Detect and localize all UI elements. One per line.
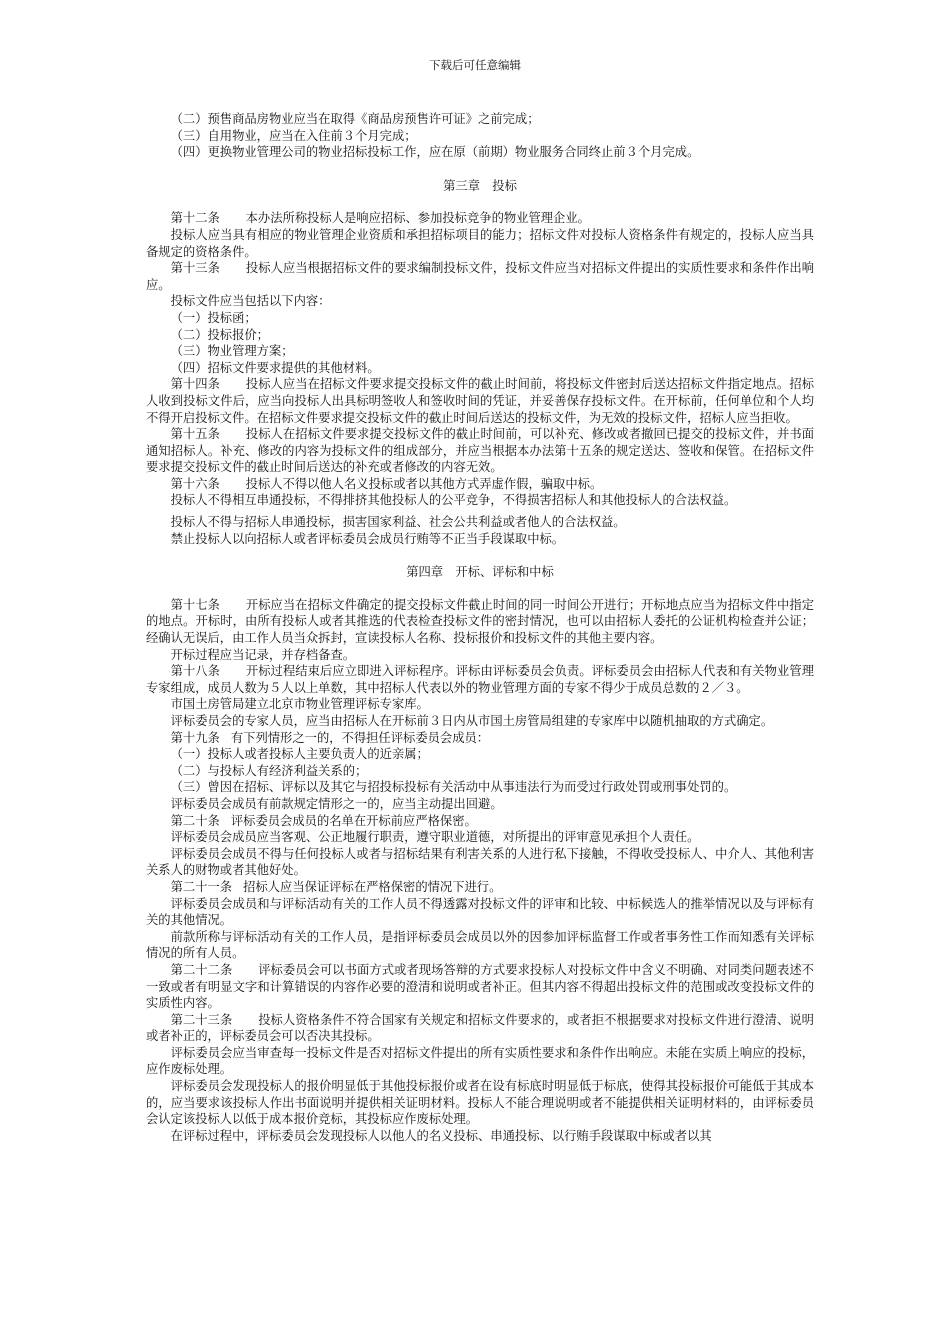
paragraph-text: 本办法所称投标人是响应招标、参加投标竞争的物业管理企业。 (245, 211, 590, 226)
paragraph (146, 796, 814, 813)
paragraph (146, 1078, 814, 1128)
article-paragraph (146, 426, 814, 476)
paragraph-text: 在评标过程中，评标委员会发现投标人以他人的名义投标、串通投标、以行贿手段谋取中标或者以其 (170, 1128, 712, 1143)
article-number: 第十九条 (170, 730, 220, 745)
article-paragraph (146, 730, 814, 747)
article-number: 第二十一条 (170, 879, 233, 894)
paragraph-text: （四）更换物业管理公司的物业招标投标工作，应在原（前期）物业服务合同终止前３个月完成。 (170, 145, 700, 160)
article-number: 第十八条 (170, 664, 221, 679)
chapter-heading: 第三章 投标 (443, 178, 517, 193)
paragraph-text: （四）招标文件要求提供的其他材料。 (170, 360, 380, 375)
paragraph (146, 327, 814, 344)
paragraph-text: 投标人应当根据招标文件的要求编制投标文件，投标文件应当对招标文件提出的实质性要求和条件作出响应。 (146, 261, 814, 292)
paragraph-text: 投标文件应当包括以下内容： (170, 294, 331, 309)
paragraph (146, 896, 814, 929)
paragraph-text: 投标人不得相互串通投标，不得排挤其他投标人的公平竞争，不得损害招标人和其他投标人的合法权益。 (170, 493, 737, 508)
paragraph (146, 310, 814, 327)
paragraph-text: 前款所称与评标活动有关的工作人员，是指评标委员会成员以外的因参加评标监督工作或者事务性工作而知悉有关评标情况的所有人员。 (146, 929, 814, 961)
spacer (146, 547, 814, 564)
paragraph-text: 开标过程应当记录，并存档备查。 (170, 647, 356, 662)
article-paragraph (146, 1012, 814, 1045)
paragraph (146, 514, 814, 531)
paragraph-text: （三）曾因在招标、评标以及其它与招投标投标有关活动中从事违法行为而受过行政处罚或刑事处罚的。 (170, 780, 737, 795)
document-body (146, 111, 814, 1144)
paragraph (146, 293, 814, 310)
paragraph-text: 评标委员会成员的名单在开标前应严格保密。 (230, 813, 477, 828)
spacer (146, 581, 814, 597)
paragraph-text: 开标过程结束后应立即进入评标程序。评标由评标委员会负责。评标委员会由招标人代表和有关物业管理专家组成，成员人数为５人以上单数，其中招标人代表以外的物业管理方面的专家不得少于成员总数的２／３。 (146, 664, 814, 695)
paragraph (146, 746, 814, 763)
paragraph-text: 投标人应当在招标文件要求提交投标文件的截止时间前，将投标文件密封后送达招标文件指定地点。招标人收到投标文件后，应当向投标人出具标明签收人和签收时间的凭证，并妥善保存投标文件。在开标前，任何单位和个人均不得开启投标文件。在招标文件要求提交投标文件的截止时间后送达的投标文件，为无效的投标文件，招标人应当拒收。 (146, 377, 814, 425)
paragraph-text: 评标委员会应当审查每一投标文件是否对招标文件提出的所有实质性要求和条件作出响应。未能在实质上响应的投标，应作废标处理。 (146, 1045, 814, 1077)
paragraph-text: （一）投标函； (170, 310, 257, 325)
paragraph (146, 829, 814, 846)
paragraph (146, 111, 814, 128)
paragraph (146, 1045, 814, 1078)
article-paragraph (146, 663, 814, 696)
paragraph-text: 评标委员会成员应当客观、公正地履行职责，遵守职业道德，对所提出的评审意见承担个人责任。 (170, 830, 700, 845)
article-paragraph (146, 376, 814, 426)
chapter-heading: 第四章 开标、评标和中标 (406, 565, 554, 580)
paragraph-text: 有下列情形之一的，不得担任评标委员会成员： (230, 730, 490, 745)
article-paragraph (146, 210, 814, 227)
paragraph (146, 779, 814, 796)
paragraph (146, 360, 814, 377)
paragraph-text: 市国土房管局建立北京市物业管理评标专家库。 (170, 697, 429, 712)
article-number: 第二十条 (170, 813, 220, 828)
article-number: 第十六条 (170, 476, 220, 491)
paragraph-text: 招标人应当保证评标在严格保密的情况下进行。 (243, 879, 502, 894)
article-number: 第十三条 (170, 261, 221, 276)
page-header: 下载后可任意编辑 (429, 58, 521, 72)
paragraph-text: （二）与投标人有经济利益关系的； (170, 763, 368, 778)
article-paragraph (146, 260, 814, 293)
spacer (146, 194, 814, 210)
paragraph-text: 评标委员会成员不得与任何投标人或者与招标结果有利害关系的人进行私下接触，不得收受投标人、中介人、其他利害关系人的财物或者其他好处。 (146, 846, 814, 878)
article-paragraph (146, 597, 814, 647)
paragraph (146, 713, 814, 730)
article-number: 第十七条 (170, 597, 221, 612)
article-number: 第十五条 (170, 427, 221, 442)
paragraph-text: （一）投标人或者投标人主要负责人的近亲属； (170, 747, 429, 762)
paragraph-text: （三）自用物业，应当在入住前３个月完成； (170, 128, 417, 143)
paragraph (146, 144, 814, 161)
paragraph-text: 投标人资格条件不符合国家有关规定和招标文件要求的，或者拒不根据要求对投标文件进行澄清、说明或者补正的，评标委员会可以否决其投标。 (146, 1012, 814, 1044)
paragraph (146, 227, 814, 260)
article-paragraph (146, 476, 814, 493)
paragraph (146, 929, 814, 962)
article-number: 第二十二条 (170, 962, 233, 977)
article-number: 第十二条 (170, 211, 220, 226)
paragraph-text: 评标委员会可以书面方式或者现场答辩的方式要求投标人对投标文件中含义不明确、对同类问题表述不一致或者有明显文字和计算错误的内容作必要的澄清和说明或者补正。但其内容不得超出投标文件的范围或改变投标文件的实质性内容。 (146, 962, 814, 1011)
spacer (146, 161, 814, 178)
paragraph-text: 禁止投标人以向招标人或者评标委员会成员行贿等不正当手段谋取中标。 (170, 531, 565, 546)
article-paragraph (146, 962, 814, 1012)
paragraph-text: 评标委员会成员有前款规定情形之一的，应当主动提出回避。 (170, 796, 503, 811)
paragraph (146, 492, 814, 509)
paragraph-text: 投标人不得与招标人串通投标，损害国家利益、社会公共利益或者他人的合法权益。 (170, 515, 626, 530)
paragraph (146, 696, 814, 713)
paragraph (146, 343, 814, 360)
paragraph (146, 1128, 814, 1145)
paragraph-text: 开标应当在招标文件确定的提交投标文件截止时间的同一时间公开进行；开标地点应当为招标文件中指定的地点。开标时，由所有投标人或者其推选的代表检查投标文件的密封情况，也可以由招标人委托的公证机构检查并公证；经确认无误后，由工作人员当众拆封，宣读投标人名称、投标报价和投标文件的其他主要内容。 (146, 597, 814, 646)
paragraph (146, 128, 814, 145)
article-paragraph (146, 879, 814, 896)
paragraph-text: 投标人不得以他人名义投标或者以其他方式弄虚作假，骗取中标。 (245, 476, 603, 491)
paragraph-text: 投标人应当具有相应的物业管理企业资质和承担招标项目的能力；招标文件对投标人资格条件有规定的，投标人应当具备规定的资格条件。 (146, 227, 814, 259)
paragraph-text: （二）预售商品房物业应当在取得《商品房预售许可证》之前完成； (170, 112, 540, 126)
paragraph (146, 846, 814, 879)
article-number: 第二十三条 (170, 1012, 233, 1027)
paragraph (146, 531, 814, 548)
paragraph (146, 647, 814, 664)
paragraph-text: （二）投标报价； (170, 327, 269, 342)
paragraph (146, 763, 814, 780)
paragraph-text: （三）物业管理方案； (170, 344, 294, 359)
article-number: 第十四条 (170, 377, 221, 392)
paragraph-text: 评标委员会发现投标人的报价明显低于其他投标报价或者在设有标底时明显低于标底，使得其投标报价可能低于其成本的，应当要求该投标人作出书面说明并提供相关证明材料。投标人不能合理说明或者不能提供相关证明材料的，由评标委员会认定该投标人以低于成本报价竞标，其投标应作废标处理。 (146, 1079, 814, 1127)
paragraph-text: 评标委员会的专家人员，应当由招标人在开标前３日内从市国土房管局组建的专家库中以随机抽取的方式确定。 (170, 714, 774, 728)
paragraph-text: 投标人在招标文件要求提交投标文件的截止时间前，可以补充、修改或者撤回已提交的投标文件，并书面通知招标人。补充、修改的内容为投标文件的组成部分，并应当根据本办法第十五条的规定送达、签收和保管。在招标文件要求提交投标文件的截止时间后送达的补充或者修改的内容无效。 (146, 427, 814, 475)
article-paragraph (146, 813, 814, 830)
paragraph-text: 评标委员会成员和与评标活动有关的工作人员不得透露对投标文件的评审和比较、中标候选人的推举情况以及与评标有关的其他情况。 (146, 896, 814, 928)
